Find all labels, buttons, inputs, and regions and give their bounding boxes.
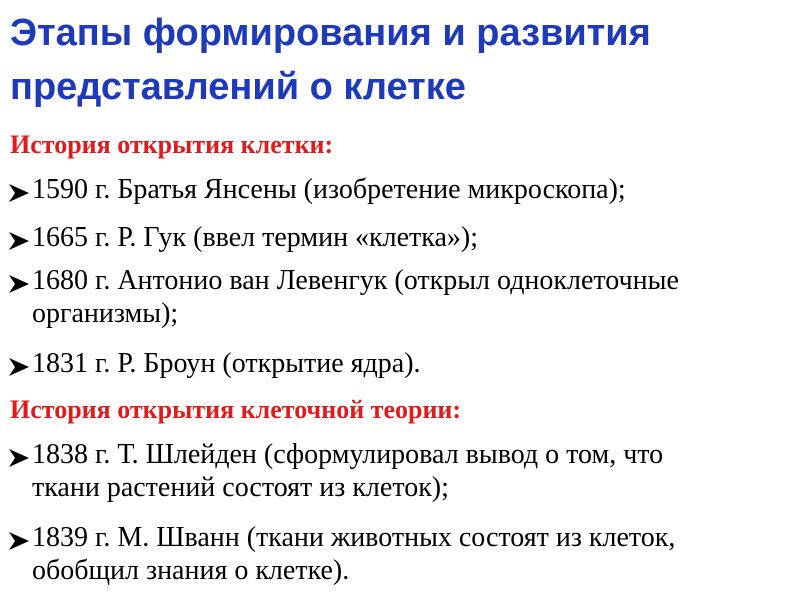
list-item-text: 1680 г. Антонио ван Левенгук (открыл одноклеточные организмы);: [32, 265, 679, 329]
arrowhead-bullet-icon: [8, 183, 30, 203]
section-heading-cell-discovery: История открытия клетки:: [10, 130, 334, 159]
list-item: [8, 221, 793, 254]
section-heading-cell-theory: История открытия клеточной теории:: [10, 395, 462, 424]
list-item: [8, 438, 793, 504]
arrowhead-bullet-icon: [8, 448, 30, 468]
arrowhead-bullet-icon: [8, 531, 30, 551]
list-item-text: 1590 г. Братья Янсены (изобретение микроскопа);: [32, 174, 626, 205]
slide-title: [10, 6, 795, 114]
slide-title-line1: Этапы формирования и развития: [10, 12, 651, 54]
arrowhead-bullet-icon: [8, 231, 30, 251]
list-item-text: 1665 г. Р. Гук (ввел термин «клетка»);: [32, 222, 479, 253]
list-item-text: 1838 г. Т. Шлейден (сформулировал вывод о том, что ткани растений состоят из клеток);: [32, 439, 664, 503]
arrowhead-bullet-icon: [8, 357, 30, 377]
list-item: [8, 521, 793, 587]
arrowhead-bullet-icon: [8, 274, 30, 294]
list-item-text: 1831 г. Р. Броун (открытие ядра).: [32, 348, 421, 379]
slide-title-line2: представлений о клетке: [10, 66, 466, 108]
list-item-text: 1839 г. М. Шванн (ткани животных состоят из клеток, обобщил знания о клетке).: [32, 522, 676, 586]
list-item: [8, 173, 793, 206]
list-item: [8, 264, 793, 330]
list-item: [8, 347, 793, 380]
